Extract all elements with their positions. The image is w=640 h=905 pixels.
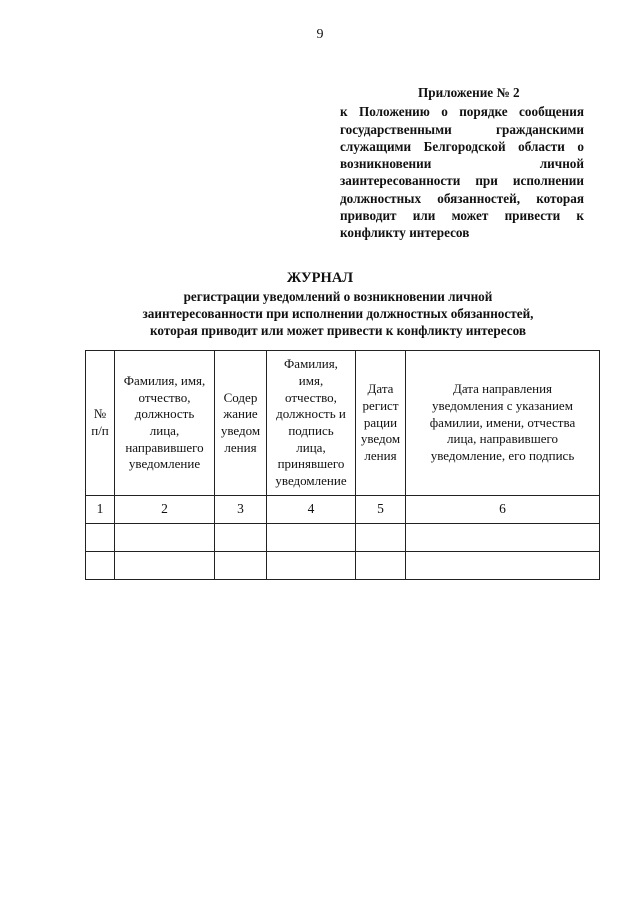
table-cell [267, 552, 356, 580]
journal-table [85, 350, 600, 580]
table-cell [115, 552, 215, 580]
header-lines: № п/п [91, 406, 109, 438]
table-cell [115, 524, 215, 552]
header-cell-content [215, 351, 267, 496]
column-number-cell: 6 [406, 496, 600, 524]
journal-title: ЖУРНАЛ [286, 270, 354, 286]
table-cell [215, 552, 267, 580]
table-header-row [86, 351, 600, 496]
appendix-block [340, 84, 584, 242]
header-lines: Дата направления уведомления с указанием фамилии, имени, отчества лица, направившего уведомление, его подпись [429, 381, 576, 464]
header-lines: Содер жание уведом ления [220, 389, 261, 455]
table-cell [406, 524, 600, 552]
column-number-cell: 3 [215, 496, 267, 524]
journal-subtitle-line: заинтересованности при исполнении должностных обязанностей, [142, 306, 534, 321]
table-row [86, 552, 600, 580]
header-cell-sender [115, 351, 215, 496]
journal-subtitle-line: регистрации уведомлений о возникновении личной [183, 289, 493, 304]
appendix-text: к Положению о порядке сообщения государственными гражданскими служащими Белгородской области о возникновении личной заинтересованности при исполнении должностных обязанностей, которая приводит или может привести к конфликту интересов [340, 104, 584, 241]
header-cell-receiver [267, 351, 356, 496]
header-lines: Фамилия, имя, отчество, должность лица, направившего уведомление [123, 372, 206, 472]
column-number-cell: 2 [115, 496, 215, 524]
table-cell [86, 552, 115, 580]
table-cell [86, 524, 115, 552]
table-row [86, 524, 600, 552]
appendix-title: Приложение № 2 [418, 85, 520, 100]
column-number-cell: 4 [267, 496, 356, 524]
page-number: 9 [316, 27, 324, 42]
column-number-cell: 5 [356, 496, 406, 524]
table-cell [215, 524, 267, 552]
header-lines: Фамилия, имя, отчество, должность и подпись лица, принявшего уведомление [275, 356, 347, 489]
table-cell [356, 552, 406, 580]
journal-subtitle [100, 288, 576, 339]
column-number-cell: 1 [86, 496, 115, 524]
journal-subtitle-line: которая приводит или может привести к конфликту интересов [149, 323, 526, 338]
table-cell [406, 552, 600, 580]
table-column-numbers-row [86, 496, 600, 524]
header-cell-sending-date [406, 351, 600, 496]
table-cell [356, 524, 406, 552]
header-cell-registration-date [356, 351, 406, 496]
header-lines: Дата регист рации уведом ления [360, 381, 401, 464]
table-cell [267, 524, 356, 552]
header-cell-number [86, 351, 115, 496]
